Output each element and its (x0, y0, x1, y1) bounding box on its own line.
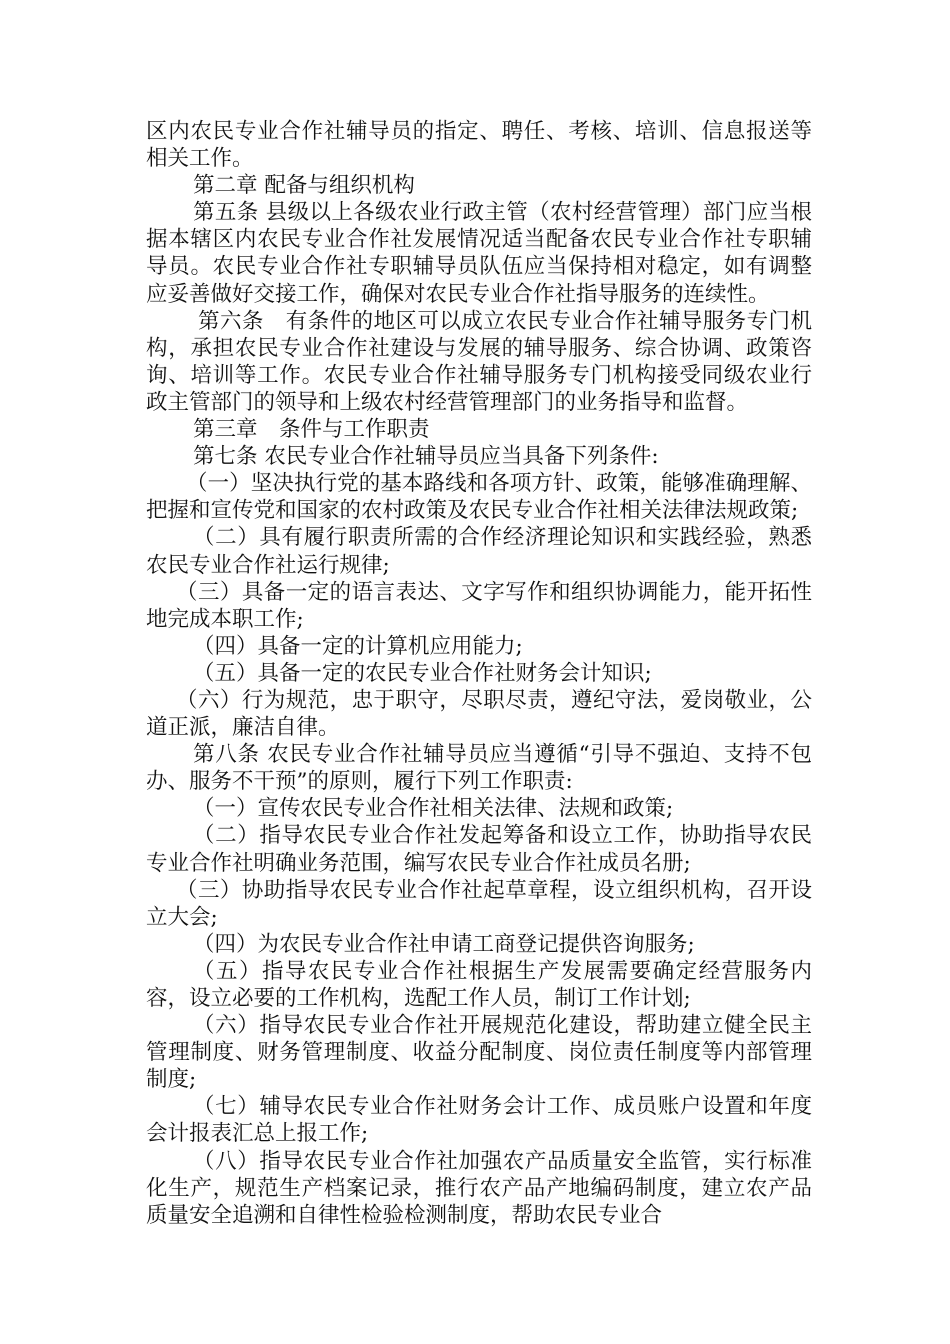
list-item: （五）具备一定的农民专业合作社财务会计知识; (193, 660, 652, 686)
list-item: （三）具备一定的语言表达、文字写作和组织协调能力，能开拓性地完成本职工作; (146, 579, 812, 632)
article-paragraph: 第五条 县级以上各级农业行政主管（农村经营管理）部门应当根据本辖区内农民专业合作社发展情况适当配备农民专业合作社专职辅导员。农民专业合作社专职辅导员队伍应当保持相对稳定，如有调整应妥善做好交接工作，确保对农民专业合作社指导服务的连续性。 (146, 200, 812, 307)
list-item: （五）指导农民专业合作社根据生产发展需要确定经营服务内容，设立必要的工作机构，选配工作人员，制订工作计划; (146, 958, 812, 1011)
list-item: （六）指导农民专业合作社开展规范化建设，帮助建立健全民主管理制度、财务管理制度、收益分配制度、岗位责任制度等内部管理制度; (146, 1013, 812, 1093)
paragraph-continuation: 区内农民专业合作社辅导员的指定、聘任、考核、培训、信息报送等相关工作。 (146, 119, 812, 172)
list-item: （四）具备一定的计算机应用能力; (193, 633, 523, 659)
article-paragraph: 第八条 农民专业合作社辅导员应当遵循“引导不强迫、支持不包办、服务不干预”的原则，履行下列工作职责: (146, 742, 812, 795)
list-item: （六）行为规范，忠于职守，尽职尽责，遵纪守法，爱岗敬业，公道正派，廉洁自律。 (146, 687, 812, 741)
list-item: （四）为农民专业合作社申请工商登记提供咨询服务; (193, 931, 695, 957)
chapter-heading: 第三章 条件与工作职责 (193, 417, 430, 443)
list-item: （二）具有履行职责所需的合作经济理论知识和实践经验，熟悉农民专业合作社运行规律; (146, 525, 812, 578)
chapter-heading: 第二章 配备与组织机构 (193, 173, 415, 199)
list-item: （一）坚决执行党的基本路线和各项方针、政策，能够准确理解、把握和宣传党和国家的农村政策及农民专业合作社相关法律法规政策; (146, 471, 812, 524)
list-item: （八）指导农民专业合作社加强农产品质量安全监管，实行标准化生产，规范生产档案记录，推行农产品产地编码制度，建立农产品质量安全追溯和自律性检验检测制度，帮助农民专业合 (146, 1148, 812, 1228)
article-paragraph: 第七条 农民专业合作社辅导员应当具备下列条件: (193, 444, 659, 470)
document-page (146, 118, 812, 1229)
list-item: （七）辅导农民专业合作社财务会计工作、成员账户设置和年度会计报表汇总上报工作; (146, 1094, 812, 1147)
article-paragraph: 第六条 有条件的地区可以成立农民专业合作社辅导服务专门机构，承担农民专业合作社建设与发展的辅导服务、综合协调、政策咨询、培训等工作。农民专业合作社辅导服务专门机构接受同级农业行政主管部门的领导和上级农村经营管理部门的业务指导和监督。 (146, 308, 812, 415)
list-item: （三）协助指导农民专业合作社起草章程，设立组织机构，召开设立大会; (146, 877, 812, 930)
list-item: （一）宣传农民专业合作社相关法律、法规和政策; (193, 796, 674, 822)
list-item: （二）指导农民专业合作社发起筹备和设立工作，协助指导农民专业合作社明确业务范围，编写农民专业合作社成员名册; (146, 823, 812, 876)
